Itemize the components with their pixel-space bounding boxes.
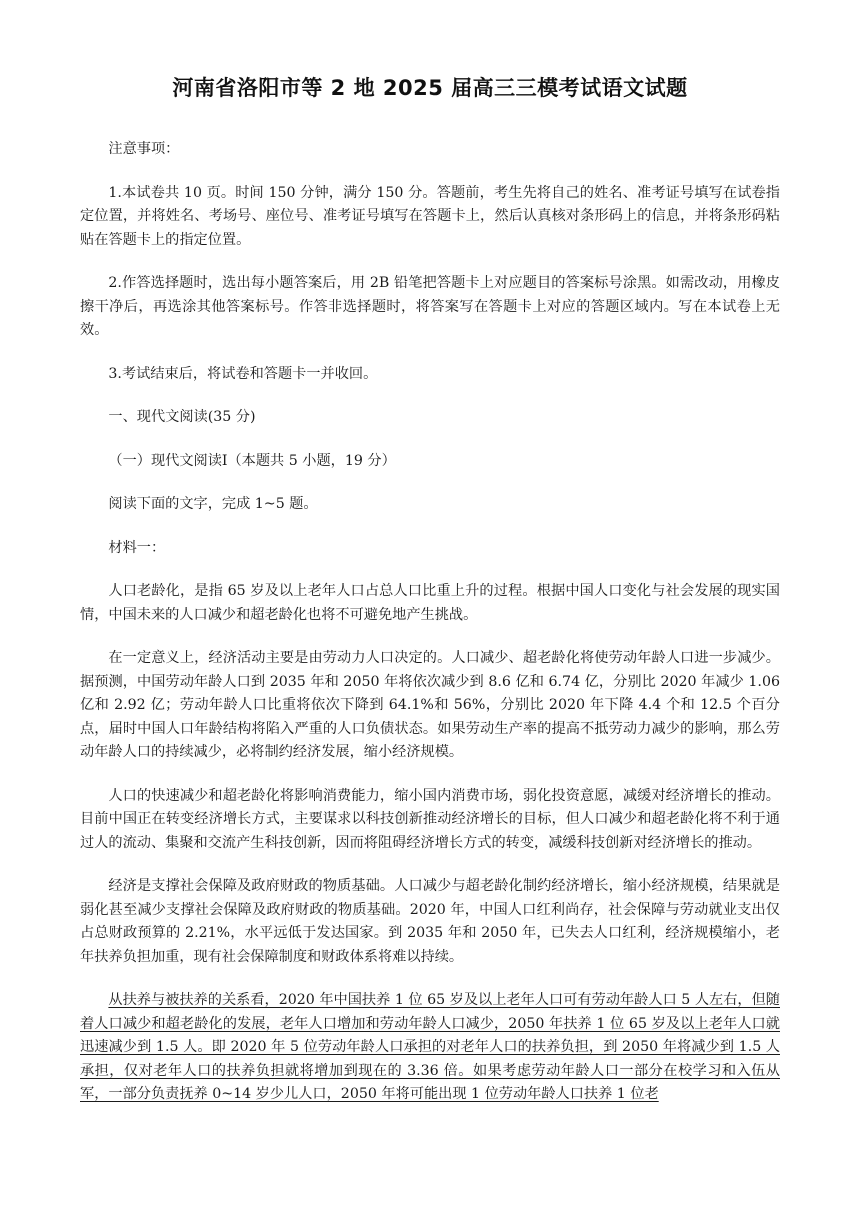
material-label: 材料一： [108, 539, 166, 556]
reading-instruction: 阅读下面的文字，完成 1~5 题。 [108, 496, 318, 512]
notice-item-2: 2.作答选择题时，选出每小题答案后，用 2B 铅笔把答题卡上对应题目的答案标号涂黑。如需改动，用橡皮擦干净后，再选涂其他答案标号。作答非选择题时，将答案写在答题卡上对应的答题区域内。写在本试卷上无效。 [80, 275, 780, 338]
document-title: 河南省洛阳市等 2 地 2025 届高三三模考试语文试题 [172, 76, 688, 100]
material-paragraph-3: 人口的快速减少和超老龄化将影响消费能力，缩小国内消费市场，弱化投资意愿，减缓对经济增长的推动。目前中国正在转变经济增长方式，主要谋求以科技创新推动经济增长的目标，但人口减少和超老龄化将不利于通过人的流动、集聚和交流产生科技创新，因而将阻碍经济增长方式的转变，减缓科技创新对经济增长的推动。 [80, 787, 780, 851]
notice-item-3: 3.考试结束后，将试卷和答题卡一并收回。 [108, 365, 378, 382]
subsection-heading: （一）现代文阅读Ⅰ（本题共 5 小题，19 分） [108, 452, 396, 469]
material-paragraph-1: 人口老龄化，是指 65 岁及以上老年人口占总人口比重上升的过程。根据中国人口变化与社会发展的现实国情，中国未来的人口减少和超老龄化也将不可避免地产生挑战。 [80, 583, 780, 623]
material-paragraph-2: 在一定意义上，经济活动主要是由劳动力人口决定的。人口减少、超老龄化将使劳动年龄人口进一步减少。据预测，中国劳动年龄人口到 2035 年和 2050 年将依次减少到 8.6 亿和 6.74 亿，分别比 2020 年减少 1.06 亿和 2.92 亿；劳动年龄人口比重将依次下降到 64.1%和 56%，分别比 2020 年下降 4.4 个和 12.5 个百分点，届时中国人口年龄结构将陷入严重的人口负债状态。如果劳动生产率的提高不抵劳动力减少的影响，那么劳动年龄人口的持续减少，必将制约经济发展，缩小经济规模。 [80, 650, 780, 760]
section-heading: 一、现代文阅读(35 分) [108, 409, 256, 425]
material-paragraph-4: 经济是支撑社会保障及政府财政的物质基础。人口减少与超老龄化制约经济增长，缩小经济规模，结果就是弱化甚至减少支撑社会保障及政府财政的物质基础。2020 年，中国人口红利尚存，社会保障与劳动就业支出仅占总财政预算的 2.21%，水平远低于发达国家。到 2035 年和 2050 年，已失去人口红利，经济规模缩小，老年扶养负担加重，现有社会保障制度和财政体系将难以持续。 [80, 878, 780, 965]
notice-heading: 注意事项： [108, 141, 180, 157]
material-paragraph-5-underlined: 从扶养与被扶养的关系看，2020 年中国扶养 1 位 65 岁及以上老年人口可有劳动年龄人口 5 人左右，但随着人口减少和超老龄化的发展，老年人口增加和劳动年龄人口减少，2050 年扶养 1 位 65 岁及以上老年人口就迅速减少到 1.5 人。即 2020 年 5 位劳动年龄人口承担的对老年人口的扶养负担，到 2050 年将减少到 1.5 人承担，仅对老年人口的扶养负担就将增加到现在的 3.36 倍。如果考虑劳动年龄人口一部分在校学习和入伍从军，一部分负责抚养 0~14 岁少儿人口，2050 年将可能出现 1 位劳动年龄人口扶养 1 位老 [80, 992, 780, 1102]
notice-item-1: 1.本试卷共 10 页。时间 150 分钟，满分 150 分。答题前，考生先将自己的姓名、准考证号填写在试卷指定位置，并将姓名、考场号、座位号、准考证号填写在答题卡上，然后认真核对条形码上的信息，并将条形码粘贴在答题卡上的指定位置。 [80, 184, 780, 248]
